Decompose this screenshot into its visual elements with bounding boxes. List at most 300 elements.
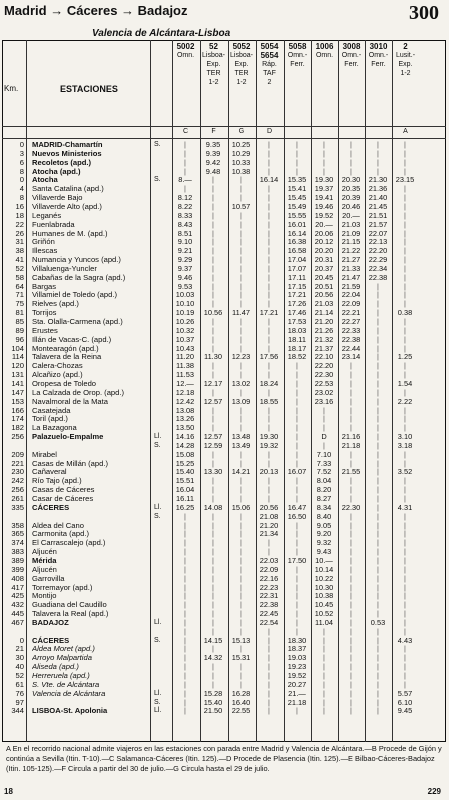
time-cell: 22.03: [259, 555, 279, 565]
time-cell: |: [377, 662, 379, 672]
time-cell: |: [323, 626, 325, 636]
time-cell: 14.32: [203, 653, 223, 663]
time-cell: 22.16: [259, 573, 279, 583]
time-cell: |: [212, 423, 214, 433]
time-cell: |: [404, 529, 406, 539]
time-cell: |: [240, 387, 242, 397]
time-cell: |: [268, 201, 270, 211]
station-name: Aliseda (apd.): [32, 662, 79, 672]
time-cell: |: [268, 458, 270, 468]
time-cell: 20.—: [315, 219, 333, 229]
time-cell: 19.37: [314, 184, 334, 194]
train-type: Omn.: [176, 52, 195, 59]
time-cell: 8.51: [177, 228, 193, 238]
time-cell: |: [212, 476, 214, 486]
time-cell: |: [377, 140, 379, 149]
time-cell: 21.08: [259, 511, 279, 521]
time-cell: 10.56: [203, 308, 223, 318]
km-cell: 64: [15, 281, 24, 291]
time-cell: 10.10: [175, 299, 195, 309]
time-cell: 15.35: [287, 175, 307, 185]
time-cell: |: [212, 555, 214, 565]
footer-page-number: 229: [427, 787, 441, 796]
time-cell: |: [268, 644, 270, 654]
route-subtitle: Valencia de Alcántara-Lisboa: [92, 28, 231, 39]
time-cell: |: [240, 334, 242, 344]
time-cell: 11.30: [204, 352, 222, 362]
time-cell: |: [212, 255, 214, 265]
time-cell: |: [184, 564, 186, 574]
time-cell: |: [377, 325, 379, 335]
km-cell: 76: [15, 688, 24, 698]
time-cell: |: [377, 467, 379, 477]
time-cell: 21.57: [368, 219, 388, 229]
time-cell: |: [296, 582, 298, 592]
time-cell: |: [404, 449, 406, 459]
time-cell: |: [377, 387, 379, 397]
time-cell: |: [296, 600, 298, 610]
time-cell: 8.20: [316, 485, 332, 495]
time-cell: |: [240, 529, 242, 539]
time-cell: 15.49: [287, 201, 307, 211]
time-cell: 21.37: [314, 343, 334, 353]
time-cell: 8.43: [177, 219, 193, 229]
time-cell: 23.02: [314, 387, 334, 397]
time-cell: |: [404, 653, 406, 663]
station-name: Aljucén: [32, 564, 57, 574]
column-header: [256, 42, 283, 130]
time-cell: 21.20: [259, 520, 279, 530]
time-cell: |: [377, 529, 379, 539]
time-cell: |: [296, 564, 298, 574]
time-cell: |: [184, 538, 186, 548]
time-cell: 11.47: [232, 308, 250, 318]
time-cell: |: [377, 511, 379, 521]
km-cell: 141: [11, 378, 24, 388]
time-cell: 22.23: [259, 582, 279, 592]
time-cell: D: [321, 432, 327, 442]
time-cell: |: [404, 317, 406, 326]
time-cell: |: [212, 175, 214, 185]
time-cell: 10.22: [314, 573, 334, 583]
time-cell: 22.13: [368, 237, 388, 247]
time-cell: |: [212, 617, 214, 627]
time-cell: |: [377, 671, 379, 680]
time-cell: |: [296, 476, 298, 486]
time-cell: |: [268, 671, 270, 680]
time-cell: 9.35: [205, 140, 221, 149]
time-cell: |: [350, 378, 352, 388]
time-cell: |: [404, 387, 406, 397]
time-cell: |: [350, 538, 352, 548]
time-cell: 13.48: [231, 432, 251, 442]
station-name: Herreruela (apd.): [32, 671, 90, 680]
time-cell: |: [404, 671, 406, 680]
time-cell: |: [184, 547, 186, 557]
time-cell: |: [212, 246, 214, 256]
time-cell: |: [184, 573, 186, 583]
time-cell: |: [404, 219, 406, 229]
time-cell: |: [268, 538, 270, 548]
arr-dep-marker: Ll.: [154, 689, 162, 697]
time-cell: |: [268, 387, 270, 397]
time-cell: |: [212, 538, 214, 548]
km-cell: 85: [15, 317, 24, 326]
station-name: Torremayor (apd.): [32, 582, 93, 592]
station-name: Villamiel de Toledo (apd.): [32, 290, 117, 300]
km-cell: 31: [15, 237, 24, 247]
time-cell: 8.33: [177, 210, 193, 220]
time-cell: |: [350, 609, 352, 619]
time-cell: |: [296, 573, 298, 583]
station-name: Villaverde Alto (apd.): [32, 201, 102, 211]
time-cell: 21.14: [314, 308, 334, 318]
time-cell: |: [404, 591, 406, 601]
time-cell: 16.11: [176, 494, 194, 503]
time-cell: |: [350, 555, 352, 565]
time-cell: 21.09: [341, 228, 361, 238]
time-cell: |: [296, 396, 298, 406]
time-cell: |: [268, 210, 270, 220]
time-cell: |: [184, 653, 186, 663]
time-cell: 17.21: [259, 308, 279, 318]
time-cell: 8.22: [177, 201, 193, 211]
time-cell: |: [184, 626, 186, 636]
time-cell: |: [184, 511, 186, 521]
train-number: 3008: [342, 42, 361, 51]
timetable-number: 300: [409, 2, 439, 24]
time-cell: |: [350, 140, 352, 149]
time-cell: |: [377, 538, 379, 548]
time-cell: |: [240, 237, 242, 247]
time-cell: |: [296, 449, 298, 459]
time-cell: |: [350, 370, 352, 380]
time-cell: |: [404, 494, 406, 503]
km-cell: 358: [11, 520, 24, 530]
station-name: Calera-Chozas: [32, 361, 83, 371]
time-cell: |: [377, 582, 379, 592]
time-cell: 12.23: [231, 352, 251, 362]
station-name: Navalmoral de la Mata: [32, 396, 108, 406]
time-cell: |: [212, 529, 214, 539]
time-cell: 16.04: [175, 485, 195, 495]
time-cell: |: [240, 290, 242, 300]
time-cell: |: [404, 617, 406, 627]
time-cell: |: [350, 423, 352, 433]
km-cell: 389: [11, 555, 24, 565]
time-cell: |: [404, 662, 406, 672]
time-cell: |: [212, 210, 214, 220]
station-name: Montearagón (apd.): [32, 343, 99, 353]
time-cell: |: [296, 140, 298, 149]
time-cell: |: [240, 476, 242, 486]
time-cell: |: [404, 272, 406, 282]
train-type: 1-2: [236, 79, 247, 86]
time-cell: |: [240, 547, 242, 557]
time-cell: 9.29: [177, 255, 193, 265]
time-cell: |: [268, 246, 270, 256]
column-header: [200, 42, 227, 130]
time-cell: |: [184, 635, 186, 645]
time-cell: 22.45: [259, 609, 279, 619]
km-cell: 147: [11, 387, 24, 397]
time-cell: |: [212, 626, 214, 636]
train-number: 1006: [315, 42, 334, 51]
time-cell: |: [240, 414, 242, 424]
km-cell: 374: [11, 538, 24, 548]
time-cell: |: [323, 697, 325, 707]
time-cell: 3.52: [397, 467, 413, 477]
time-cell: |: [377, 485, 379, 495]
time-cell: |: [268, 449, 270, 459]
time-cell: |: [296, 520, 298, 530]
time-cell: |: [184, 166, 186, 176]
time-cell: |: [240, 175, 242, 185]
time-cell: |: [268, 140, 270, 149]
time-cell: |: [268, 157, 270, 167]
station-name: Cañaveral: [32, 467, 67, 477]
time-cell: |: [296, 378, 298, 388]
time-cell: 18.17: [287, 343, 307, 353]
time-cell: |: [212, 671, 214, 680]
time-cell: 18.37: [287, 644, 307, 654]
km-header: Km.: [4, 84, 19, 93]
time-cell: |: [184, 644, 186, 654]
time-cell: |: [268, 697, 270, 707]
time-cell: 21.34: [259, 529, 279, 539]
time-cell: 16.14: [259, 175, 279, 185]
time-cell: 18.24: [259, 378, 279, 388]
time-cell: |: [268, 423, 270, 433]
time-cell: 22.38: [341, 334, 361, 344]
time-cell: 13.09: [231, 396, 251, 406]
station-name: Torrijos: [32, 308, 57, 318]
time-cell: 19.46: [314, 201, 334, 211]
station-name: Humanes de M. (apd.): [32, 228, 108, 238]
time-cell: 8.27: [316, 494, 332, 503]
train-type: 1-2: [208, 79, 219, 86]
time-cell: 19.52: [287, 671, 307, 680]
time-cell: 17.21: [287, 290, 307, 300]
time-cell: |: [268, 688, 270, 698]
time-cell: |: [377, 476, 379, 486]
time-cell: 17.46: [287, 308, 307, 318]
time-cell: |: [268, 635, 270, 645]
time-cell: 21.03: [314, 299, 334, 309]
station-name: Griñón: [32, 237, 55, 247]
arr-dep-marker: S.: [154, 512, 161, 520]
time-cell: |: [212, 263, 214, 273]
time-cell: |: [404, 520, 406, 530]
time-cell: 12.57: [203, 432, 223, 442]
time-cell: 22.30: [341, 502, 361, 512]
time-cell: 15.25: [175, 458, 195, 468]
time-cell: 10.30: [314, 582, 334, 592]
station-name: Río Tajo (apd.): [32, 476, 82, 486]
station-name: La Calzada de Orop. (apd.): [32, 387, 125, 397]
time-cell: |: [377, 423, 379, 433]
time-cell: 10.38: [231, 166, 251, 176]
km-cell: 81: [15, 308, 24, 318]
time-cell: 9.53: [177, 281, 193, 291]
column-note-letter: C: [182, 128, 189, 135]
train-type: Omn.: [315, 52, 334, 59]
time-cell: 20.31: [314, 255, 334, 265]
station-name: CÁCERES: [32, 635, 70, 645]
time-cell: 21.55: [341, 467, 361, 477]
arr-dep-marker: S.: [154, 141, 161, 148]
station-name: Sta. Olalla-Carmena (apd.): [32, 317, 123, 326]
time-cell: 13.49: [231, 440, 251, 450]
time-cell: |: [404, 246, 406, 256]
time-cell: |: [404, 555, 406, 565]
km-cell: 256: [11, 432, 24, 442]
time-cell: |: [268, 219, 270, 229]
time-cell: |: [377, 414, 379, 424]
km-cell: 408: [11, 573, 24, 583]
time-cell: |: [404, 140, 406, 149]
time-cell: 22.33: [341, 325, 361, 335]
time-cell: |: [404, 255, 406, 265]
time-cell: |: [240, 617, 242, 627]
time-cell: 16.38: [287, 237, 307, 247]
time-cell: |: [404, 564, 406, 574]
time-cell: |: [240, 555, 242, 565]
time-cell: |: [377, 520, 379, 530]
time-cell: |: [377, 688, 379, 698]
time-cell: |: [212, 494, 214, 503]
station-name: Fuenlabrada: [32, 219, 75, 229]
time-cell: |: [323, 414, 325, 424]
time-cell: |: [323, 166, 325, 176]
time-cell: 22.44: [341, 343, 361, 353]
time-cell: |: [268, 148, 270, 158]
time-cell: 10.19: [175, 308, 195, 318]
time-cell: |: [184, 706, 186, 716]
time-cell: 22.38: [259, 600, 279, 610]
train-type: Omn.-: [287, 52, 308, 59]
km-cell: 131: [11, 370, 24, 380]
time-cell: |: [212, 325, 214, 335]
time-cell: 15.55: [287, 210, 307, 220]
time-cell: |: [268, 281, 270, 291]
time-cell: |: [268, 405, 270, 415]
time-cell: 22.55: [231, 706, 251, 716]
arr-dep-marker: Ll.: [154, 707, 162, 715]
time-cell: |: [212, 564, 214, 574]
time-cell: |: [404, 600, 406, 610]
time-cell: |: [212, 662, 214, 672]
time-cell: 16.14: [287, 228, 307, 238]
time-cell: 19.03: [287, 653, 307, 663]
time-cell: 22.54: [259, 617, 279, 627]
time-cell: |: [350, 626, 352, 636]
time-cell: |: [240, 582, 242, 592]
time-cell: 16.28: [231, 688, 251, 698]
time-cell: |: [212, 193, 214, 203]
time-cell: |: [350, 688, 352, 698]
train-type: TAF: [263, 70, 276, 77]
time-cell: |: [377, 166, 379, 176]
time-cell: 20.06: [314, 228, 334, 238]
time-cell: |: [184, 148, 186, 158]
time-cell: |: [240, 193, 242, 203]
time-cell: |: [184, 617, 186, 627]
time-cell: |: [184, 697, 186, 707]
station-name: Nuevos Ministerios: [32, 148, 102, 158]
time-cell: |: [350, 396, 352, 406]
time-cell: 15.51: [175, 476, 195, 486]
time-cell: 17.04: [287, 255, 307, 265]
time-cell: 18.11: [288, 334, 306, 344]
train-type: Lusit.-: [395, 52, 416, 59]
km-cell: 383: [11, 547, 24, 557]
train-type: Omn.-: [341, 52, 362, 59]
time-cell: |: [377, 600, 379, 610]
time-cell: 18.03: [287, 325, 307, 335]
km-cell: 16: [15, 201, 24, 211]
time-cell: |: [377, 396, 379, 406]
time-cell: |: [240, 679, 242, 689]
time-cell: 16.01: [287, 219, 307, 229]
time-cell: |: [212, 485, 214, 495]
time-cell: |: [268, 361, 270, 371]
train-type: Ráp.: [262, 61, 277, 68]
time-cell: 21.59: [341, 281, 361, 291]
time-cell: |: [404, 281, 406, 291]
time-cell: |: [268, 166, 270, 176]
time-cell: |: [377, 502, 379, 512]
station-name: Mirabel: [32, 449, 57, 459]
km-cell: 0: [19, 635, 24, 645]
time-cell: 12.59: [203, 440, 223, 450]
time-cell: 10.37: [175, 334, 195, 344]
time-cell: |: [184, 600, 186, 610]
time-cell: |: [350, 635, 352, 645]
km-cell: 21: [15, 644, 24, 654]
time-cell: 15.40: [175, 467, 195, 477]
time-cell: |: [240, 511, 242, 521]
station-name: Casas de Cáceres: [32, 485, 95, 495]
station-name: Mérida: [32, 555, 57, 565]
time-cell: |: [323, 635, 325, 645]
station-name: Illán de Vacas-C. (apd.): [32, 334, 112, 344]
time-cell: |: [404, 609, 406, 619]
time-cell: |: [350, 361, 352, 371]
time-cell: |: [377, 679, 379, 689]
time-cell: 9.37: [177, 263, 193, 273]
column-header: [392, 42, 419, 130]
time-cell: |: [240, 281, 242, 291]
time-cell: |: [268, 485, 270, 495]
header-rule: [2, 138, 446, 139]
km-cell: 182: [11, 423, 24, 433]
time-cell: 22.20: [368, 246, 388, 256]
time-cell: |: [323, 671, 325, 680]
km-cell: 432: [11, 600, 24, 610]
time-cell: |: [212, 405, 214, 415]
time-cell: |: [350, 494, 352, 503]
km-cell: 261: [11, 494, 24, 503]
time-cell: |: [240, 494, 242, 503]
time-cell: |: [296, 405, 298, 415]
time-cell: |: [377, 458, 379, 468]
time-cell: 13.30: [203, 467, 223, 477]
time-cell: |: [240, 272, 242, 282]
train-type: Omn.-: [368, 52, 389, 59]
time-cell: 20.45: [314, 272, 334, 282]
time-cell: |: [296, 414, 298, 424]
